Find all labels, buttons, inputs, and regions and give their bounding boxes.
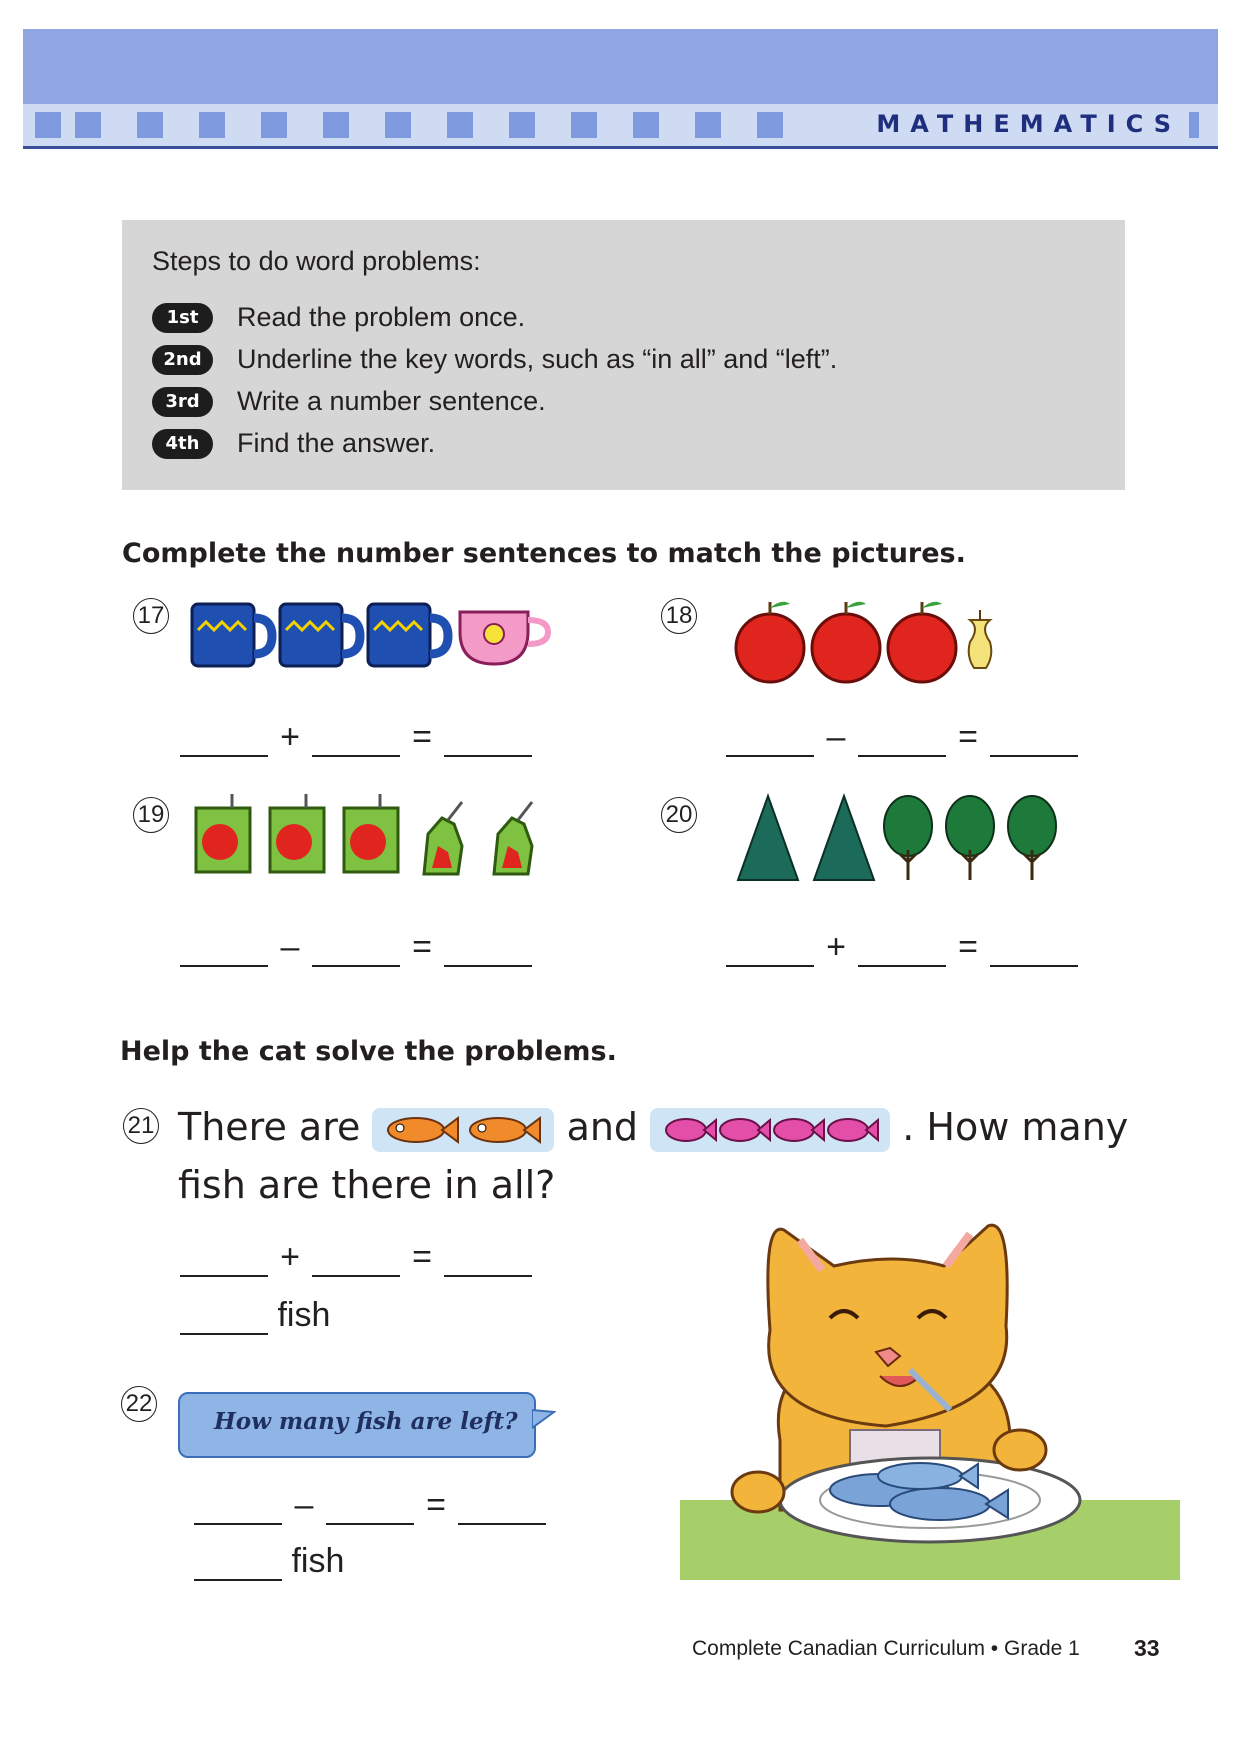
mug-icon: [192, 604, 272, 666]
subject-title: MATHEMATICS: [868, 110, 1189, 138]
number-sentence: [726, 928, 1078, 967]
answer-blank[interactable]: [726, 725, 814, 757]
equals-sign: =: [412, 1238, 432, 1276]
step-badge: 4th: [152, 429, 213, 459]
equals-sign: =: [412, 928, 432, 966]
pink-fish-icons: [656, 1108, 884, 1152]
step-text: Find the answer.: [237, 428, 436, 458]
bubble-text: How many fish are left?: [214, 1408, 518, 1435]
problem-text: and: [566, 1105, 639, 1149]
answer-blank[interactable]: [312, 935, 400, 967]
operator: –: [826, 718, 846, 756]
number-sentence: [194, 1486, 546, 1525]
teacup-icon: [460, 612, 548, 664]
answer-blank[interactable]: [180, 1303, 268, 1335]
answer-blank[interactable]: [444, 725, 532, 757]
mug-icon: [280, 604, 360, 666]
question-number: 17: [133, 598, 169, 634]
answer-blank[interactable]: [180, 935, 268, 967]
apple-icon: [812, 602, 880, 682]
pine-tree-icon: [738, 796, 798, 880]
orange-fish-icons: [378, 1108, 548, 1152]
step-text: Read the problem once.: [237, 302, 526, 332]
operator: +: [280, 1238, 300, 1276]
equals-sign: =: [426, 1486, 446, 1524]
equals-sign: =: [958, 718, 978, 756]
juice-box-icon: [270, 794, 324, 872]
apple-icon: [736, 602, 804, 682]
step-badge: 2nd: [152, 345, 213, 375]
apple-icon: [888, 602, 956, 682]
answer-blank[interactable]: [194, 1549, 282, 1581]
answer-blank[interactable]: [444, 935, 532, 967]
number-sentence: [726, 718, 1078, 757]
question-number: 19: [133, 797, 169, 833]
answer-blank[interactable]: [194, 1493, 282, 1525]
equals-sign: =: [958, 928, 978, 966]
section-heading: Complete the number sentences to match the pictures.: [122, 538, 966, 569]
round-tree-icon: [1008, 796, 1056, 880]
equals-sign: =: [412, 718, 432, 756]
question-number: 20: [661, 797, 697, 833]
orange-fish-group: [372, 1108, 554, 1152]
problem-text: fish are there in all?: [178, 1163, 556, 1207]
mug-icon: [368, 604, 448, 666]
word-problem-21: [178, 1098, 1138, 1214]
answer-line: [194, 1542, 344, 1581]
problem-text: . How many: [902, 1105, 1129, 1149]
round-tree-icon: [946, 796, 994, 880]
apples-picture: [730, 596, 1020, 684]
page-number: 33: [1134, 1635, 1160, 1661]
operator: +: [826, 928, 846, 966]
answer-blank[interactable]: [458, 1493, 546, 1525]
answer-blank[interactable]: [990, 935, 1078, 967]
trees-picture: [730, 792, 1060, 892]
question-number: 18: [661, 598, 697, 634]
bubble-tail: [532, 1406, 556, 1436]
answer-blank[interactable]: [180, 725, 268, 757]
number-sentence: [180, 1238, 532, 1277]
answer-blank[interactable]: [858, 935, 946, 967]
number-sentence: [180, 718, 532, 757]
answer-blank[interactable]: [312, 1245, 400, 1277]
section-heading: Help the cat solve the problems.: [120, 1036, 617, 1067]
step-4: [152, 428, 435, 462]
crushed-juice-box-icon: [424, 802, 462, 874]
juice-box-icon: [196, 794, 250, 872]
number-sentence: [180, 928, 532, 967]
question-number: 22: [121, 1386, 157, 1422]
step-2: [152, 344, 837, 378]
header-banner: [23, 29, 1218, 104]
pine-tree-icon: [814, 796, 874, 880]
question-number: 21: [123, 1108, 159, 1144]
unit-label: fish: [277, 1296, 331, 1334]
speech-bubble: [178, 1392, 536, 1458]
steps-title: Steps to do word problems:: [152, 246, 481, 276]
answer-line: [180, 1296, 330, 1335]
footer-credit: Complete Canadian Curriculum • Grade 1: [692, 1637, 1080, 1660]
operator: –: [294, 1486, 314, 1524]
unit-label: fish: [291, 1542, 345, 1580]
answer-blank[interactable]: [444, 1245, 532, 1277]
operator: +: [280, 718, 300, 756]
juice-boxes-picture: [192, 792, 562, 878]
answer-blank[interactable]: [312, 725, 400, 757]
apple-core-icon: [969, 610, 992, 668]
juice-box-icon: [344, 794, 398, 872]
cat-eating-fish-illustration: [680, 1200, 1180, 1590]
pink-fish-group: [650, 1108, 890, 1152]
crushed-juice-box-icon: [494, 802, 532, 874]
step-text: Write a number sentence.: [237, 386, 546, 416]
step-1: [152, 302, 525, 336]
operator: –: [280, 928, 300, 966]
answer-blank[interactable]: [726, 935, 814, 967]
answer-blank[interactable]: [180, 1245, 268, 1277]
problem-text: There are: [178, 1105, 361, 1149]
step-3: [152, 386, 546, 420]
round-tree-icon: [884, 796, 932, 880]
step-badge: 1st: [152, 303, 213, 333]
mugs-picture: [188, 594, 558, 674]
step-badge: 3rd: [152, 387, 213, 417]
step-text: Underline the key words, such as “in all” and “left”.: [237, 344, 838, 374]
answer-blank[interactable]: [326, 1493, 414, 1525]
answer-blank[interactable]: [990, 725, 1078, 757]
header-rule: [23, 146, 1218, 149]
answer-blank[interactable]: [858, 725, 946, 757]
